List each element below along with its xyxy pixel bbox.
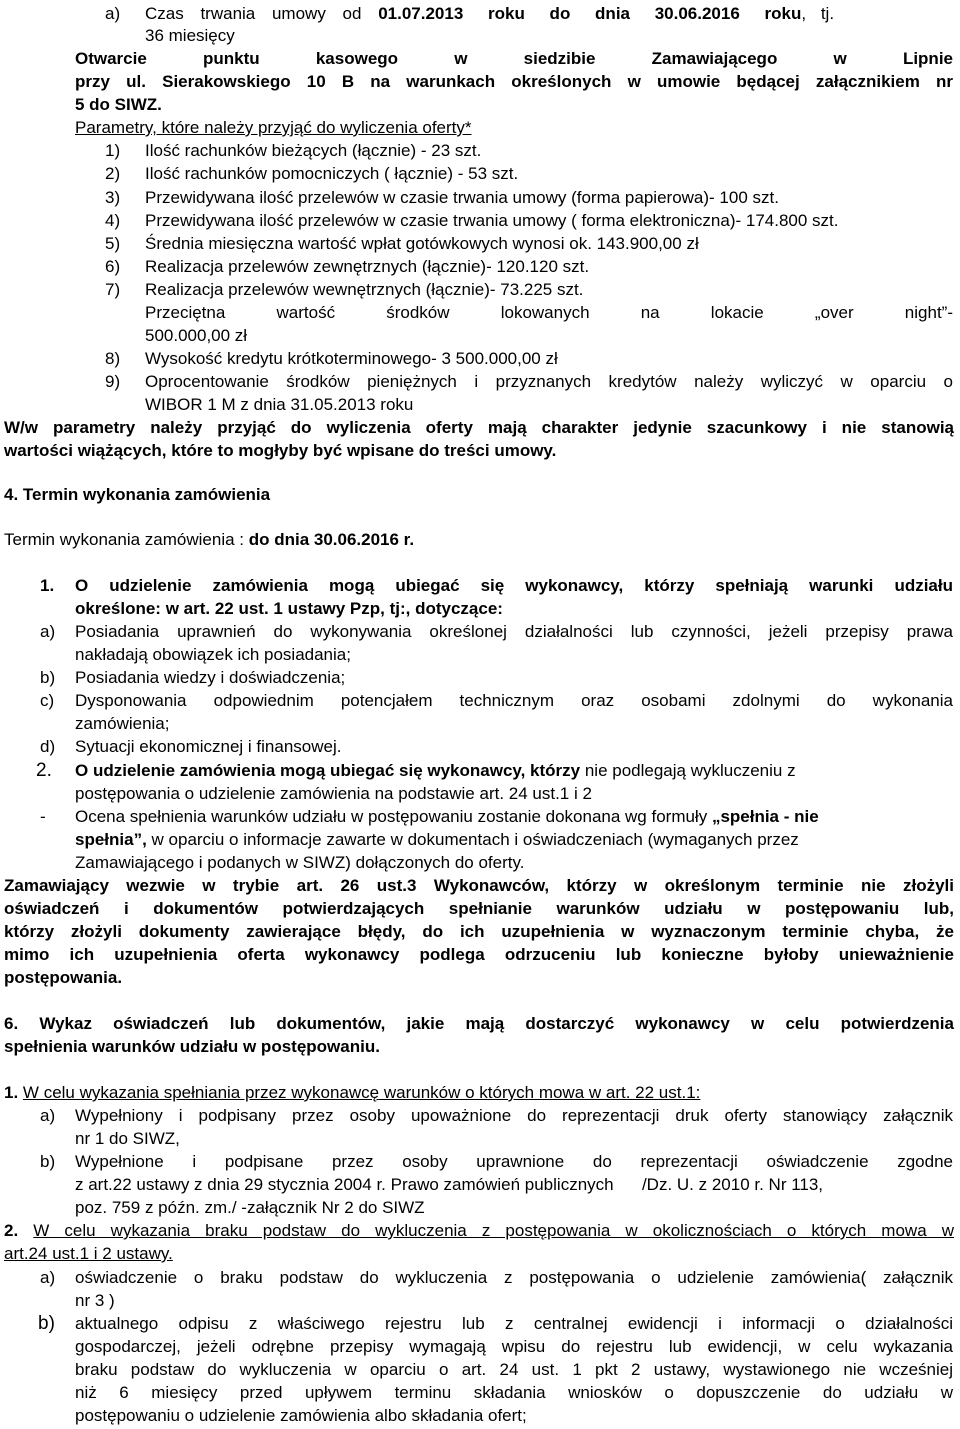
art26-line-4: mimo ich uzupełnienia oferta wykonawcy podlega odrzuceniu lub konieczne byłoby unieważnienie (4, 945, 954, 964)
list-item: oświadczenie o braku podstaw do wykluczenia z postępowania o udzielenie zamówienia( załącznik (75, 1268, 953, 1287)
list-item-number: c) (40, 691, 55, 710)
section-6-title-2: spełnienia warunków udziału w postępowaniu. (4, 1037, 380, 1056)
art26-line-3: którzy złożyli dokumenty zawierające błędy, do ich uzupełnienia w wyznaczonym terminie chyba, że (4, 922, 954, 941)
list-item: Oprocentowanie środków pieniężnych i przyznanych kredytów należy wyliczyć w oparciu o (145, 372, 953, 391)
docs-1-heading (4, 1082, 700, 1104)
section-4-title: 4. Termin wykonania zamówienia (4, 485, 271, 504)
list-item: 500.000,00 zł (145, 326, 248, 345)
list-item: nr 3 ) (75, 1291, 115, 1310)
params-title: Parametry, które należy przyjąć do wyliczenia oferty* (75, 118, 472, 137)
section-6-title-1: 6. Wykaz oświadczeń lub dokumentów, jakie mają dostarczyć wykonawcy w celu potwierdzenia (4, 1014, 954, 1033)
docs-1-title: W celu wykazania spełniania przez wykonawcę warunków o których mowa w art. 22 ust.1: (22, 1083, 701, 1102)
assess-text-2: w oparciu o informacje zawarte w dokumentach i oświadczeniach (wymaganych przez (146, 830, 799, 849)
list-item: Dysponowania odpowiednim potencjałem technicznym oraz osobami zdolnymi do wykonania (75, 691, 953, 710)
list-item: Wypełnione i podpisane przez osoby uprawnione do reprezentacji oświadczenie zgodne (75, 1152, 953, 1171)
list-item: Sytuacji ekonomicznej i finansowej. (75, 737, 342, 756)
list-item: Przewidywana ilość przelewów w czasie trwania umowy ( forma elektroniczna)- 174.800 szt. (145, 211, 839, 230)
contract-dates: 01.07.2013 roku do dnia 30.06.2016 roku (378, 4, 802, 23)
deadline-date: do dnia 30.06.2016 r. (248, 530, 415, 549)
cond-1-line-1: O udzielenie zamówienia mogą ubiegać się wykonawcy, którzy spełniają warunki udziału (75, 576, 953, 595)
cond-1-number: 1. (40, 576, 55, 595)
list-item: Wysokość kredytu krótkoterminowego- 3 500.000,00 zł (145, 349, 558, 368)
cash-point-line-3: 5 do SIWZ. (75, 95, 162, 114)
list-item-number: 4) (105, 211, 121, 230)
list-item: WIBOR 1 M z dnia 31.05.2013 roku (145, 395, 414, 414)
cash-point-line-2: przy ul. Sierakowskiego 10 B na warunkach określonych w umowie będącej załącznikiem nr (75, 72, 953, 91)
list-item-number: 1) (105, 141, 121, 160)
list-item-number: 2) (105, 164, 121, 183)
assess-line-3: Zamawiającego i podanych w SIWZ) dołączonych do oferty. (75, 853, 525, 872)
list-item: aktualnego odpisu z właściwego rejestru lub z centralnej ewidencji i informacji o działalności (75, 1314, 953, 1333)
cond-2-line-2: postępowania o udzielenie zamówienia na podstawie art. 24 ust.1 i 2 (75, 784, 592, 803)
list-item: Przeciętna wartość środków lokowanych na lokacie „over night”- (145, 303, 953, 322)
list-item: zamówienia; (75, 714, 170, 733)
item-label: a) (105, 4, 121, 23)
assess-formula: „spełnia - nie (711, 807, 819, 826)
list-item-number: 8) (105, 349, 121, 368)
list-item: Przewidywana ilość przelewów w czasie trwania umowy (forma papierowa)- 100 szt. (145, 188, 779, 207)
list-item-number: a) (40, 1268, 56, 1287)
contract-months: 36 miesięcy (145, 26, 235, 45)
list-item-number: 7) (105, 280, 121, 299)
cond-2-rest: nie podlegają wykluczeniu z (580, 761, 796, 780)
list-item: Ilość rachunków bieżących (łącznie) - 23 szt. (145, 141, 482, 160)
list-item: Posiadania wiedzy i doświadczenia; (75, 668, 346, 687)
list-item-number: a) (40, 622, 56, 641)
list-item: Posiadania uprawnień do wykonywania określonej działalności lub czynności, jeżeli przepisy prawa (75, 622, 953, 641)
cond-1-line-2: określone: w art. 22 ust. 1 ustawy Pzp, tj:, dotyczące: (75, 599, 503, 618)
list-item-number: 5) (105, 234, 121, 253)
docs-1-number: 1. (4, 1083, 19, 1102)
list-item: z art.22 ustawy z dnia 29 stycznia 2004 r. Prawo zamówień publicznych /Dz. U. z 2010 r. Nr 113, (75, 1175, 824, 1194)
cond-2-line-1 (75, 760, 953, 782)
assess-formula-end: spełnia”, (75, 830, 147, 849)
assess-line-2 (75, 829, 953, 851)
list-item-number: 3) (105, 188, 121, 207)
docs-2-number: 2. (4, 1221, 19, 1240)
art26-line-1: Zamawiający wezwie w trybie art. 26 ust.3 Wykonawców, którzy w określonym terminie nie złożyli (4, 876, 954, 895)
cond-2-number: 2. (36, 760, 52, 781)
list-item-number: d) (40, 737, 56, 756)
cond-2-bold: O udzielenie zamówienia mogą ubiegać się wykonawcy, którzy (75, 761, 581, 780)
list-item: nr 1 do SIWZ, (75, 1129, 180, 1148)
cash-point-line-1: Otwarcie punktu kasowego w siedzibie Zamawiającego w Lipnie (75, 49, 953, 68)
deadline-label: Termin wykonania zamówienia : (4, 530, 249, 549)
assess-text: Ocena spełnienia warunków udziału w postępowaniu zostanie dokonana wg formuły (75, 807, 712, 826)
docs-2-heading (4, 1220, 954, 1242)
list-item: poz. 759 z późn. zm./ -załącznik Nr 2 do SIWZ (75, 1198, 425, 1217)
dash-bullet: - (40, 807, 46, 826)
list-item: Wypełniony i podpisany przez osoby upoważnione do reprezentacji druk oferty stanowiący załącznik (75, 1106, 953, 1125)
art26-line-2: oświadczeń i dokumentów potwierdzających spełnianie warunków udziału w postępowaniu lub, (4, 899, 954, 918)
list-item: Realizacja przelewów wewnętrznych (łącznie)- 73.225 szt. (145, 280, 584, 299)
list-item-number: 6) (105, 257, 121, 276)
list-item-number: b) (40, 668, 56, 687)
list-item: Ilość rachunków pomocniczych ( łącznie) - 53 szt. (145, 164, 519, 183)
docs-2-title-1: W celu wykazania braku podstaw do wykluczenia z postępowania w okolicznościach o których mowa w (33, 1221, 955, 1240)
art26-line-5: postępowania. (4, 968, 123, 987)
list-item: Realizacja przelewów zewnętrznych (łącznie)- 120.120 szt. (145, 257, 590, 276)
list-item: gospodarczej, jeżeli odrębne przepisy wymagają wpisu do rejestru lub ewidencji, w celu wykazania (75, 1337, 953, 1356)
list-item: postępowaniu o udzielenie zamówienia albo składania ofert; (75, 1406, 527, 1425)
list-item: nakładają obowiązek ich posiadania; (75, 645, 351, 664)
docs-2-title-2: art.24 ust.1 i 2 ustawy. (4, 1244, 173, 1263)
params-note-line-1: W/w parametry należy przyjąć do wyliczenia oferty mają charakter jedynie szacunkowy i nie stanowią (4, 418, 954, 437)
contract-duration-text: Czas trwania umowy od (145, 4, 379, 23)
contract-duration-suffix: , tj. (801, 4, 835, 23)
list-item-number: a) (40, 1106, 56, 1125)
list-item-number: b) (40, 1152, 56, 1171)
list-item-number: 9) (105, 372, 121, 391)
assess-line-1 (75, 806, 953, 828)
contract-duration-line (145, 3, 953, 25)
list-item-number: b) (38, 1313, 55, 1334)
list-item: braku podstaw do wykluczenia w oparciu o art. 24 ust. 1 pkt 2 ustawy, wystawionego nie wcześniej (75, 1360, 953, 1379)
params-note-line-2: wartości wiążących, które to mogłyby być wpisane do treści umowy. (4, 441, 557, 460)
section-4-text (4, 529, 414, 551)
list-item: Średnia miesięczna wartość wpłat gotówkowych wynosi ok. 143.900,00 zł (145, 234, 699, 253)
list-item: niż 6 miesięcy przed upływem terminu składania wniosków o dopuszczenie do udziału w (75, 1383, 953, 1402)
